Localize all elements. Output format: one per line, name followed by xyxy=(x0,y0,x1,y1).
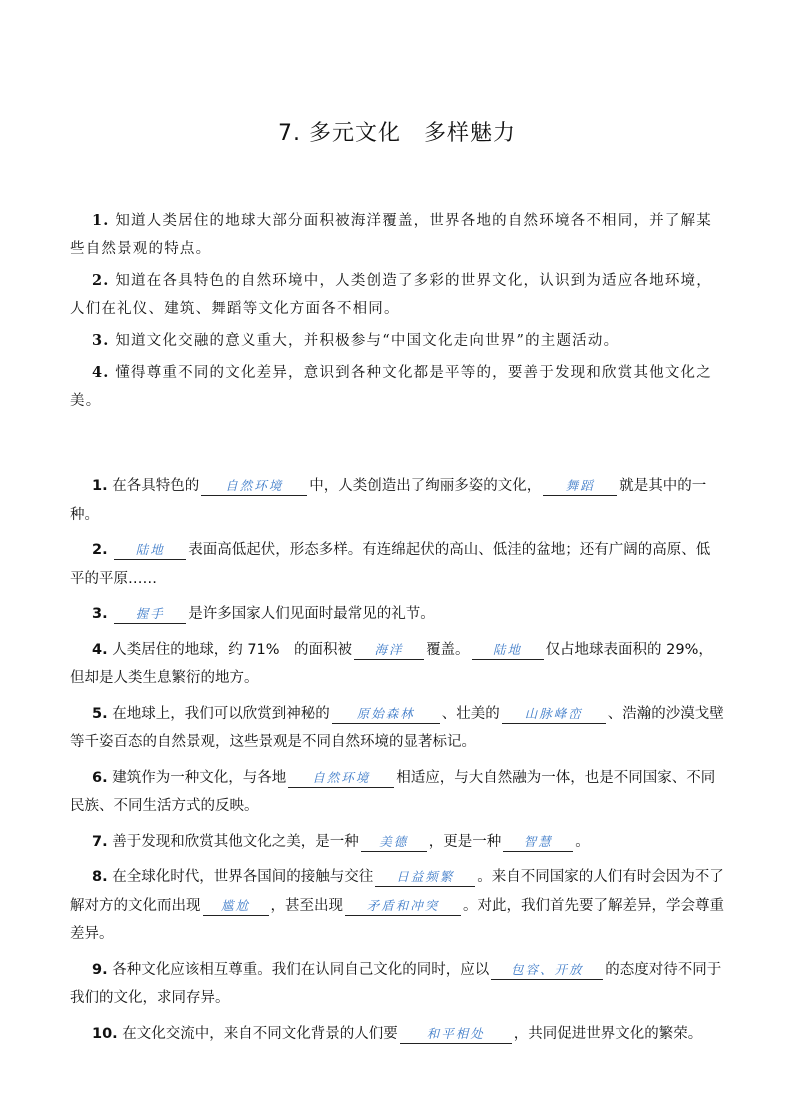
question-text: 的态度对待不同于我们的文化，求同存异。 xyxy=(70,961,722,1006)
goal-number: 3. xyxy=(92,332,110,349)
question-text: 建筑作为一种文化，与各地 xyxy=(112,769,287,786)
question-text: 、壮美的 xyxy=(441,705,500,722)
question-text: 相适应，与大自然融为一体，也是不同国家、不同民族、不同生活方式的反映。 xyxy=(70,769,716,814)
question-number: 6. xyxy=(92,769,108,786)
answer-text: 尴尬 xyxy=(220,897,250,913)
question-text: 覆盖。 xyxy=(426,641,470,658)
answer-blank[interactable] xyxy=(114,605,186,624)
goal-number: 4. xyxy=(92,364,110,381)
goal-item xyxy=(70,327,724,355)
question-8 xyxy=(70,863,724,949)
question-number: 1. xyxy=(92,478,108,494)
answer-blank[interactable] xyxy=(375,868,475,887)
question-number: 3. xyxy=(92,606,108,622)
question-text: 在各具特色的 xyxy=(112,478,200,494)
answer-blank[interactable] xyxy=(491,961,603,980)
question-9 xyxy=(70,956,724,1013)
question-7 xyxy=(70,828,724,857)
question-3 xyxy=(70,600,724,629)
goal-item xyxy=(70,359,724,415)
answer-text: 舞蹈 xyxy=(565,478,595,493)
question-number: 4. xyxy=(92,641,108,658)
question-text: 。 xyxy=(575,833,590,850)
answer-blank[interactable] xyxy=(502,705,606,724)
answer-text: 握手 xyxy=(135,606,165,621)
question-text: 。对此，我们首先要了解差异，学会尊重差异。 xyxy=(70,897,724,942)
answer-blank[interactable] xyxy=(400,1025,512,1044)
answer-blank[interactable] xyxy=(354,641,424,660)
question-text: 在地球上，我们可以欣赏到神秘的 xyxy=(112,705,330,722)
question-text: ，更是一种 xyxy=(428,833,502,850)
question-text: ，共同促进世界文化的繁荣。 xyxy=(513,1025,703,1042)
question-number: 9. xyxy=(92,961,108,978)
answer-text: 自然环境 xyxy=(225,478,284,493)
answer-text: 矛盾和冲突 xyxy=(366,897,440,913)
question-text: ，甚至出现 xyxy=(270,897,343,914)
question-text: 在全球化时代，世界各国间的接触与交往 xyxy=(112,869,374,885)
answer-text: 智慧 xyxy=(523,833,553,849)
question-number: 10. xyxy=(92,1025,118,1042)
answer-blank[interactable] xyxy=(203,897,269,916)
answer-text: 海洋 xyxy=(374,641,404,657)
answer-text: 山脉峰峦 xyxy=(524,705,583,721)
answer-text: 陆地 xyxy=(135,542,165,557)
question-text: 人类居住的地球，约 71% 的面积被 xyxy=(112,641,353,658)
answer-blank[interactable] xyxy=(201,477,307,496)
question-10 xyxy=(70,1020,724,1049)
answer-text: 美德 xyxy=(379,833,409,849)
goal-text: 知道在各具特色的自然环境中，人类创造了多彩的世界文化，认识到为适应各地环境，人们在礼仪、建筑、舞蹈等文化方面各不相同。 xyxy=(70,273,712,317)
goal-item xyxy=(70,207,724,263)
question-6 xyxy=(70,764,724,821)
question-text: 善于发现和欣赏其他文化之美，是一种 xyxy=(112,833,359,850)
answer-text: 包容、开放 xyxy=(510,961,584,977)
answer-blank[interactable] xyxy=(361,833,427,852)
answer-blank[interactable] xyxy=(345,897,461,916)
answer-text: 和平相处 xyxy=(426,1025,485,1041)
goal-text: 懂得尊重不同的文化差异，意识到各种文化都是平等的，要善于发现和欣赏其他文化之美。 xyxy=(70,365,712,409)
question-text: 仅占地球表面积的 29%，但却是人类生息繁衍的地方。 xyxy=(70,641,713,686)
goal-number: 1. xyxy=(92,212,110,229)
question-text: 表面高低起伏，形态多样。有连绵起伏的高山、低洼的盆地；还有广阔的高原、低平的平原…… xyxy=(70,542,711,587)
fill-in-exercises xyxy=(70,472,724,1055)
question-text: 各种文化应该相互尊重。我们在认同自己文化的同时，应以 xyxy=(112,961,490,978)
question-text: 、浩瀚的沙漠戈壁等千姿百态的自然景观，这些景观是不同自然环境的显著标记。 xyxy=(70,705,724,750)
answer-blank[interactable] xyxy=(288,769,394,788)
question-5 xyxy=(70,700,724,757)
page-title: 7. 多元文化 多样魅力 xyxy=(278,121,516,146)
goal-number: 2. xyxy=(92,272,110,289)
question-text: 在文化交流中，来自不同文化背景的人们要 xyxy=(122,1025,398,1042)
answer-blank[interactable] xyxy=(114,541,186,560)
question-2 xyxy=(70,536,724,593)
answer-blank[interactable] xyxy=(332,705,440,724)
question-number: 8. xyxy=(92,869,108,885)
question-number: 5. xyxy=(92,705,108,722)
question-number: 7. xyxy=(92,833,108,850)
learning-goals xyxy=(70,207,724,419)
question-text: 就是其中的一种。 xyxy=(70,478,707,523)
question-text: 。来自不同国家的人们有时会因为不了解对方的文化而出现 xyxy=(70,869,724,914)
answer-blank[interactable] xyxy=(503,833,573,852)
answer-text: 陆地 xyxy=(493,641,523,657)
question-4 xyxy=(70,636,724,693)
goal-text: 知道文化交融的意义重大，并积极参与“中国文化走向世界”的主题活动。 xyxy=(115,333,620,349)
goal-item xyxy=(70,267,724,323)
goal-text: 知道人类居住的地球大部分面积被海洋覆盖，世界各地的自然环境各不相同，并了解某些自然景观的特点。 xyxy=(70,213,712,257)
question-text: 是许多国家人们见面时最常见的礼节。 xyxy=(188,606,435,622)
answer-blank[interactable] xyxy=(472,641,544,660)
question-text: 中，人类创造出了绚丽多姿的文化， xyxy=(309,478,542,494)
question-number: 2. xyxy=(92,542,108,558)
question-1 xyxy=(70,472,724,529)
answer-text: 原始森林 xyxy=(356,705,415,721)
answer-text: 自然环境 xyxy=(312,769,371,785)
answer-text: 日益频繁 xyxy=(396,869,455,884)
answer-blank[interactable] xyxy=(543,477,617,496)
